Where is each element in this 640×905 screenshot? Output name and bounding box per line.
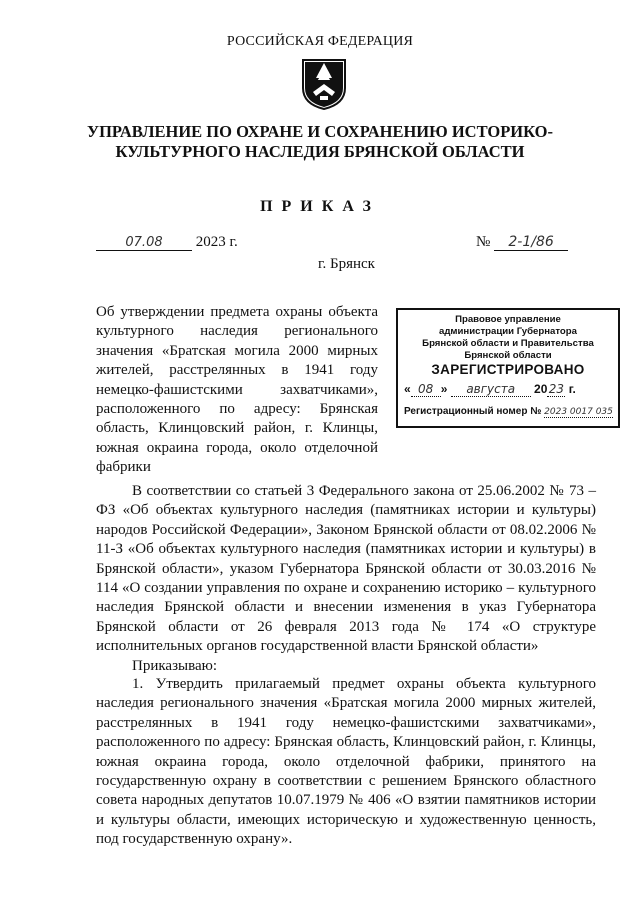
bryansk-coat-of-arms-icon <box>301 58 347 110</box>
order-directive: Приказываю: <box>132 658 217 674</box>
country-heading: РОССИЙСКАЯ ФЕДЕРАЦИЯ <box>226 34 414 49</box>
stamp-reg-label: Регистрационный номер № <box>404 406 542 417</box>
document-type-title: ПРИКАЗ <box>260 198 380 215</box>
stamp-month: августа <box>451 382 531 397</box>
preamble-paragraph: В соответствии со статьей 3 Федерального закона от 25.06.2002 № 73 – ФЗ «Об объектах культурного наследия (памятниках истории и культуры) народов Российской Федерации», Законом Брянской области от 08.02.2006 № 11-З «Об объектах культурного наследия (памятниках истории и культуры) в Брянской области», указом Губернатора Брянской области от 30.03.2016 № 114 «О создании управления по охране и сохранению историко – культурного наследия Брянской области и внесении изменения в указ Губернатора Брянской области от 26 февраля 2013 года № 174 «О структуре исполнительных органов государственной власти Брянской области» <box>96 483 596 655</box>
stamp-line-4: Брянской области <box>464 350 552 361</box>
order-date <box>96 234 238 251</box>
order-item-1: 1. Утвердить прилагаемый предмет охраны объекта культурного наследия регионального значения «Братская могила 2000 мирных жителей, расстрелянных в 1941 году немецко-фашистскими захватчиками», расположенного по адресу: Брянская область, Клинцовский район, г. Клинцы, южная окраина города, около отделочной фабрики, принятого на государственную охрану в соответствии с решением Брянского областного совета народных депутатов 10.07.1979 № 406 «О взятии памятников истории и культуры области, имеющих историческую и художественную ценность, под государственную охрану». <box>96 676 596 848</box>
order-number <box>476 234 568 251</box>
stamp-reg-number <box>404 406 618 418</box>
stamp-date: « 08 » августа 2023 г. <box>404 382 576 396</box>
stamp-line-3: Брянской области и Правительства <box>422 338 594 349</box>
stamp-day: 08 <box>411 382 441 397</box>
order-city: г. Брянск <box>318 256 375 272</box>
stamp-year-unit: г. <box>568 382 576 396</box>
handwritten-date: 07.08 <box>96 235 192 251</box>
number-sign: № <box>476 234 491 250</box>
stamp-year-suffix: 23 <box>548 382 565 396</box>
registration-stamp <box>396 308 620 428</box>
order-year: 2023 г. <box>195 234 238 250</box>
stamp-registered: ЗАРЕГИСТРИРОВАНО <box>431 362 585 377</box>
stamp-year-prefix: 20 <box>534 382 548 396</box>
stamp-line-2: администрации Губернатора <box>439 326 577 337</box>
stamp-line-1: Правовое управление <box>455 314 561 325</box>
organization-title: УПРАВЛЕНИЕ ПО ОХРАНЕ И СОХРАНЕНИЮ ИСТОРИКО-КУЛЬТУРНОГО НАСЛЕДИЯ БРЯНСКОЙ ОБЛАСТИ <box>86 122 553 161</box>
handwritten-number: 2-1/86 <box>494 234 568 251</box>
stamp-reg-value: 2023 0017 035 <box>544 407 613 417</box>
order-subject: Об утверждении предмета охраны объекта культурного наследия регионального значения «Братская могила 2000 мирных жителей, расстрелянных в 1941 году немецко-фашистскими захватчиками», расположенного по адресу: Брянская область, Клинцовский район, г. Клинцы, южная окраина города, около отделочной фабрики <box>96 304 378 476</box>
